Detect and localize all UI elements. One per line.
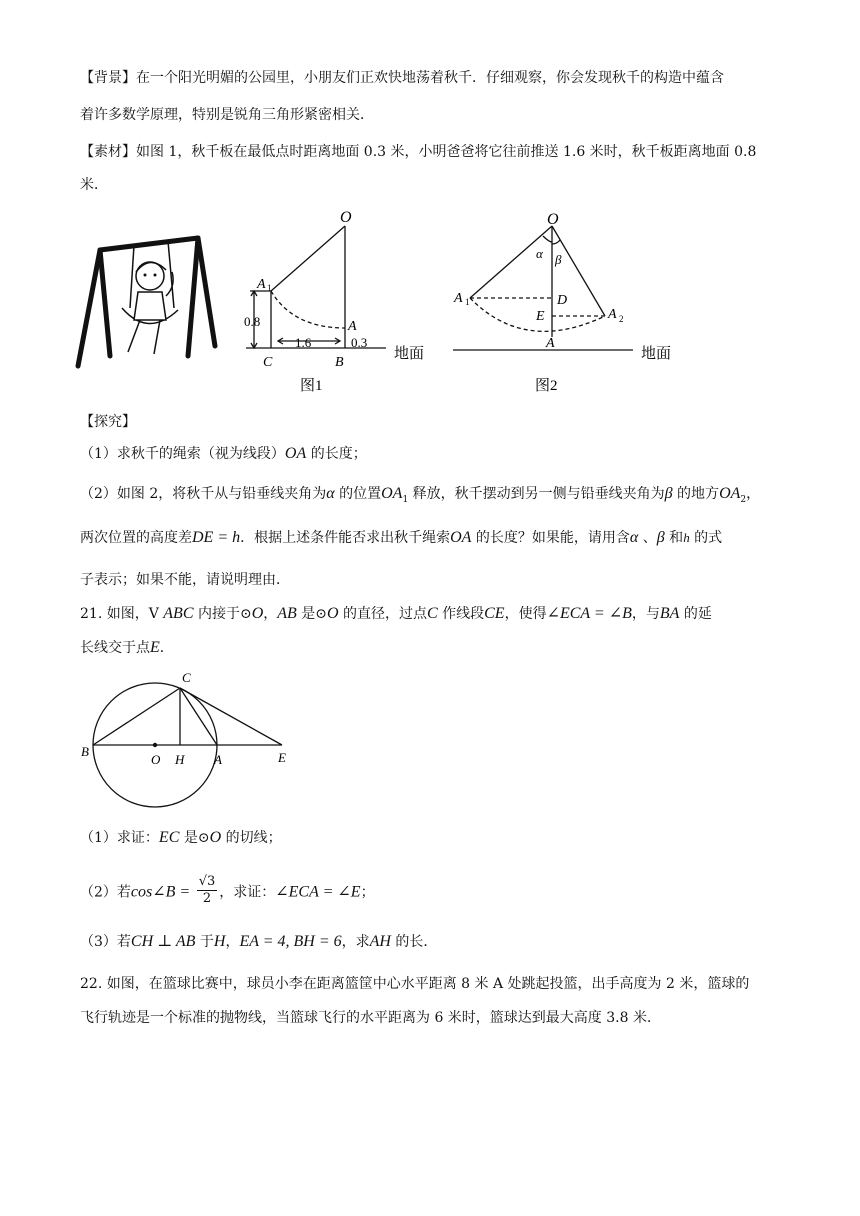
fig2-label-o: O	[547, 211, 559, 228]
fig1-label-a1-sub: 1	[267, 283, 272, 293]
problem-21-question-2: （2）若cos∠B = $\frac{√3}{2}$ ，求证：∠ECA = ∠E；	[80, 874, 375, 906]
fig2-label-a1: A	[454, 291, 463, 306]
fig2-label-e: E	[536, 309, 545, 324]
fig2-label-d: D	[557, 293, 568, 308]
explore-question-2-line-3: 子表示；如果不能，请说明理由．	[80, 572, 290, 588]
fig2-label-beta: β	[555, 252, 562, 267]
fig2-rope-oa1	[470, 226, 552, 298]
material-line-2: 米．	[80, 177, 108, 193]
fig1-arc	[271, 291, 345, 328]
circle-label-e: E	[278, 750, 286, 765]
fig2-label-a2: A	[608, 307, 617, 322]
problem-21-question-1: （1）求证：EC 是⊙O 的切线；	[80, 829, 282, 846]
circle-label-h: H	[175, 752, 185, 767]
fig1-label-o: O	[340, 209, 352, 226]
fig1-label-b: B	[335, 355, 344, 370]
problem-21-line-2: 长线交于点E．	[80, 639, 174, 656]
fig2-caption: 图2	[535, 378, 558, 394]
figure-1	[238, 206, 438, 396]
circle-label-a: A	[214, 752, 222, 767]
circle-figure	[78, 668, 298, 812]
fig1-rope-oa1	[271, 226, 345, 291]
fig1-caption: 图1	[300, 378, 323, 394]
segment-ca	[180, 688, 217, 745]
swing-illustration	[70, 228, 230, 376]
fig2-label-alpha: α	[536, 246, 543, 261]
fraction-numerator: √3	[198, 874, 216, 889]
circle-label-o: O	[151, 752, 161, 767]
background-line-2: 着许多数学原理，特别是锐角三角形紧密相关．	[80, 107, 374, 123]
fraction	[197, 874, 218, 907]
background-line-1: 【背景】在一个阳光明媚的公园里，小朋友们正欢快地荡着秋千．仔细观察，你会发现秋千的构造中蕴含	[80, 70, 724, 86]
fig2-label-ground: 地面	[641, 346, 672, 362]
fig1-label-03: 0.3	[351, 335, 368, 350]
explore-question-2-line-1: （2）如图 2，将秋千从与铅垂线夹角为α 的位置$OA_1$ 释放，秋千摆动到另一侧与铅垂线夹角为β 的地方$OA_2$，	[80, 485, 761, 505]
explore-question-2-line-2: 两次位置的高度差DE = h．根据上述条件能否求出秋千绳索OA 的长度？如果能，请用含α 、β 和h 的式	[80, 529, 723, 546]
explore-question-1: （1）求秋千的绳索（视为线段）OA 的长度；	[80, 445, 367, 462]
fig1-label-08: 0.8	[244, 314, 261, 329]
center-dot	[153, 743, 157, 747]
problem-21-line-1: 21. 如图，V ABC 内接于⊙O，AB 是⊙O 的直径，过点C 作线段CE，使得∠ECA = ∠B，与BA 的延	[80, 605, 712, 622]
fig1-label-a1: A	[257, 277, 266, 292]
fig1-label-c: C	[263, 355, 273, 370]
fig2-label-a2-sub: 2	[619, 314, 624, 324]
fig1-label-ground: 地面	[394, 346, 425, 362]
problem-21-question-3: （3）若CH ⊥ AB 于H，EA = 4, BH = 6，求AH 的长．	[80, 933, 438, 950]
fig2-label-a: A	[546, 336, 555, 351]
fig1-label-16: 1.6	[295, 335, 312, 350]
fig2-label-a1-sub: 1	[465, 297, 470, 307]
circle-label-b: B	[81, 744, 89, 759]
segment-ce	[180, 688, 282, 745]
segment-cb	[93, 688, 180, 745]
figure-2	[445, 204, 685, 396]
circle-label-c: C	[182, 670, 191, 685]
explore-heading: 【探究】	[80, 414, 136, 430]
material-line-1: 【素材】如图 1，秋千板在最低点时距离地面 0.3 米，小明爸爸将它往前推送 1.6 米时，秋千板距离地面 0.8	[80, 144, 757, 160]
problem-22-line-2: 飞行轨迹是一个标准的抛物线，当篮球飞行的水平距离为 6 米时，篮球达到最大高度 3.8 米．	[80, 1010, 661, 1026]
problem-22-line-1: 22. 如图，在篮球比赛中，球员小李在距离篮筐中心水平距离 8 米 A 处跳起投篮，出手高度为 2 米，篮球的	[80, 976, 750, 992]
fig1-label-a: A	[348, 319, 357, 334]
fraction-denominator: 2	[202, 891, 212, 906]
